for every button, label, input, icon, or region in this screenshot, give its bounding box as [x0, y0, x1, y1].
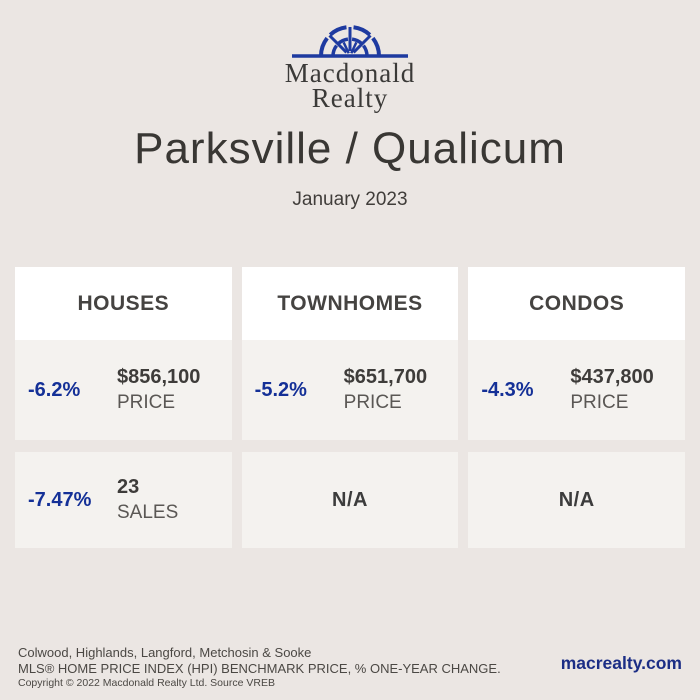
brand-name-line1: Macdonald	[284, 58, 416, 88]
condos-sales-cell	[468, 452, 685, 548]
condos-sales-na: N/A	[558, 488, 595, 511]
townhomes-sales-na: N/A	[332, 488, 368, 511]
condos-price-change: -4.3%	[481, 378, 534, 401]
brand-name	[0, 58, 700, 113]
condos-header: CONDOS	[468, 267, 685, 340]
brand-header	[0, 16, 700, 111]
page-title: Parksville / Qualicum	[134, 124, 566, 173]
column-townhomes	[242, 267, 459, 548]
townhomes-price-change: -5.2%	[254, 378, 307, 401]
macdonald-realty-fanlight-logo-icon	[0, 16, 700, 60]
condos-price-value: $437,800	[570, 366, 654, 388]
column-condos	[468, 267, 685, 548]
townhomes-sales-cell	[242, 452, 459, 548]
footer-methodology: MLS® HOME PRICE INDEX (HPI) BENCHMARK PRICE, % ONE-YEAR CHANGE.	[18, 661, 501, 676]
footer-website: macrealty.com	[560, 653, 682, 673]
stats-grid	[15, 267, 685, 548]
townhomes-price-value: $651,700	[343, 366, 428, 388]
houses-sales-value: 23	[117, 476, 140, 498]
houses-price-cell	[15, 340, 232, 440]
townhomes-header: TOWNHOMES	[242, 267, 459, 340]
report-month: January 2023	[292, 189, 408, 210]
brand-name-line2: Realty	[311, 83, 389, 113]
footer-copyright: Copyright © 2022 Macdonald Realty Ltd. Source VREB	[18, 677, 275, 689]
houses-price-change: -6.2%	[28, 378, 81, 401]
footer-regions: Colwood, Highlands, Langford, Metchosin & Sooke	[18, 645, 312, 660]
houses-sales-label: SALES	[117, 502, 179, 523]
houses-header: HOUSES	[15, 267, 232, 340]
townhomes-price-label: PRICE	[343, 392, 402, 413]
condos-price-label: PRICE	[570, 392, 629, 413]
houses-price-label: PRICE	[117, 392, 176, 413]
houses-sales-cell	[15, 452, 232, 548]
condos-price-cell	[468, 340, 685, 440]
houses-sales-change: -7.47%	[28, 488, 92, 511]
column-houses	[15, 267, 232, 548]
townhomes-price-cell	[242, 340, 459, 440]
houses-price-value: $856,100	[117, 366, 201, 388]
